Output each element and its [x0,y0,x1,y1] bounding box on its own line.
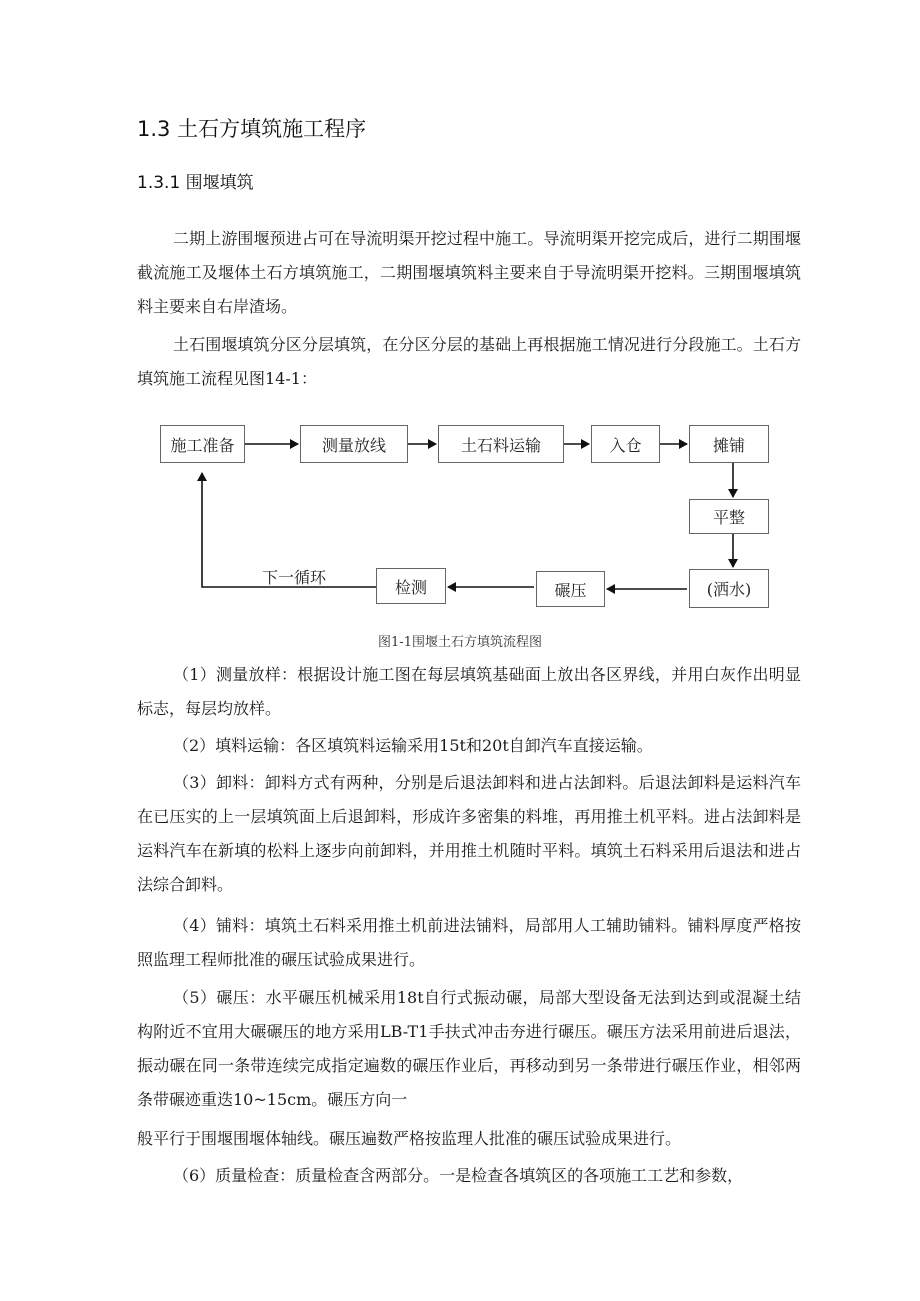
paragraph-flow-ref: 土石围堰填筑分区分层填筑，在分区分层的基础上再根据施工情况进行分段施工。土石方填筑施工流程见图14-1： [137,335,801,388]
flow-step-spread: 摊铺 [689,425,769,463]
step-1-survey: （1）测量放样：根据设计施工图在每层填筑基础面上放出各区界线，并用白灰作出明显标志，每层均放样。 [137,665,801,718]
flow-step-prep: 施工准备 [160,425,245,463]
flow-step-level: 平整 [689,499,769,534]
step-4-spreading: （4）铺料：填筑土石料采用推土机前进法铺料，局部用人工辅助铺料。铺料厚度严格按照监理工程师批准的碾压试验成果进行。 [137,916,801,969]
step-3-dumping: （3）卸料：卸料方式有两种，分别是后退法卸料和进占法卸料。后退法卸料是运料汽车在已压实的上一层填筑面上后退卸料，形成许多密集的料堆，再用推土机平料。进占法卸料是运料汽车在新填的松料上逐步向前卸料，并用推土机随时平料。填筑土石料采用后退法和进占法综合卸料。 [137,773,801,894]
step-5-compaction-cont: 般平行于围堰围堰体轴线。碾压遍数严格按监理人批准的碾压试验成果进行。 [137,1129,682,1148]
figure-caption: 图1-1围堰土石方填筑流程图 [378,635,542,650]
section-title: 1.3 土石方填筑施工程序 [137,117,367,141]
subsection-title: 1.3.1 围堰填筑 [137,173,254,193]
flow-step-transport: 土石料运输 [438,425,564,463]
flow-step-enter: 入仓 [591,425,660,463]
flow-loop-label: 下一循环 [262,568,327,587]
flow-step-survey: 测量放线 [300,425,408,463]
step-5-compaction: （5）碾压：水平碾压机械采用18t自行式振动碾，局部大型设备无法到达到或混凝土结构附近不宜用大碾碾压的地方采用LB-T1手扶式冲击夯进行碾压。碾压方法采用前进后退法，振动碾在同一条带连续完成指定遍数的碾压作业后，再移动到另一条带进行碾压作业，相邻两条带碾迹重迭10~15cm。碾压方向一 [137,988,801,1109]
flow-step-inspect: 检测 [376,568,446,604]
flow-step-compact: 碾压 [536,571,605,607]
step-2-transport: （2）填料运输：各区填筑料运输采用15t和20t自卸汽车直接运输。 [173,736,653,755]
paragraph-intro: 二期上游围堰预进占可在导流明渠开挖过程中施工。导流明渠开挖完成后，进行二期围堰截流施工及堰体土石方填筑施工，二期围堰填筑料主要来自于导流明渠开挖料。三期围堰填筑料主要来自右岸渣场。 [137,229,801,316]
flow-step-water: (洒水) [689,569,769,608]
step-6-quality-check: （6）质量检查：质量检查含两部分。一是检查各填筑区的各项施工工艺和参数， [173,1166,744,1185]
